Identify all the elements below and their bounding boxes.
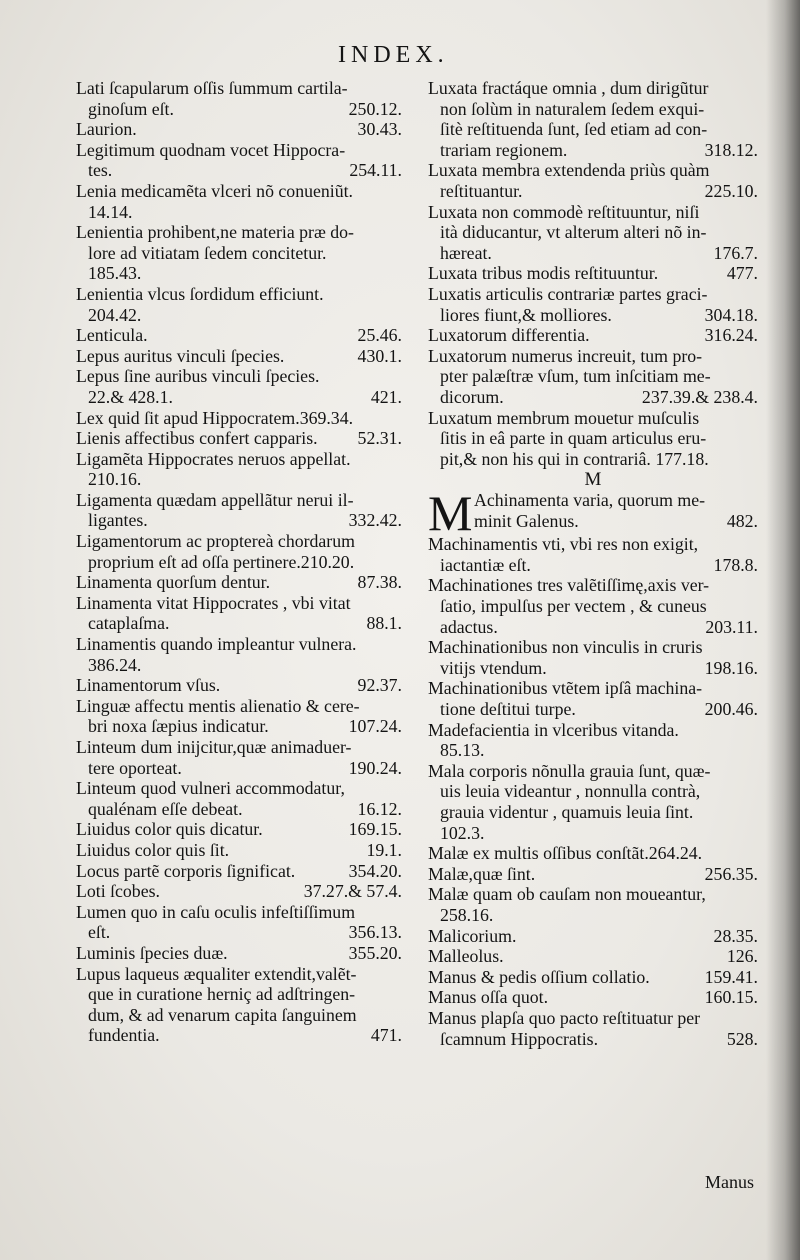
entry-line: Ligamẽta Hippocrates neruos appellat.	[76, 448, 351, 469]
index-entry	[76, 778, 402, 819]
entry-line: Lepus auritus vinculi ſpecies. 430.1.	[76, 345, 402, 366]
page-reference: 160.15.	[704, 987, 758, 1008]
index-entry	[428, 987, 758, 1008]
index-entry	[76, 902, 402, 943]
entry-line: pter palæſtræ vſum, tum inſcitiam me-	[440, 366, 711, 387]
page-reference: 87.38.	[357, 572, 402, 593]
entry-line: Locus partẽ corporis ſignificat. 354.20.	[76, 860, 402, 881]
entry-line: Luxata membra extendenda priùs quàm	[428, 160, 710, 181]
index-entry	[76, 366, 402, 407]
entry-line: iactantiæ eſt. 178.8.	[440, 554, 758, 575]
index-entry	[428, 263, 758, 284]
entry-line: Lex quid ſit apud Hippocratem.369.34.	[76, 407, 354, 428]
entry-line: 210.16.	[88, 469, 142, 490]
entry-line: 258.16.	[440, 904, 494, 925]
index-entry	[428, 967, 758, 988]
page-reference: 254.11.	[349, 160, 402, 181]
page-reference: 19.1.	[366, 839, 402, 860]
entry-line: bri noxa ſæpius indicatur. 107.24.	[88, 716, 402, 737]
entry-line: ſatio, impulſus per vectem , & cuneus	[440, 596, 707, 617]
index-entry	[428, 864, 758, 885]
index-entry	[76, 346, 402, 367]
entry-line: dicorum. 237.39.& 238.4.	[440, 386, 758, 407]
page-reference: 304.18.	[704, 304, 758, 325]
entry-line: Lenientia vlcus ſordidum efficiunt.	[76, 283, 324, 304]
index-entry	[76, 819, 402, 840]
entry-line: Legitimum quodnam vocet Hippocra-	[76, 139, 346, 160]
entry-line: Luxatum membrum mouetur muſculis	[428, 407, 700, 428]
page-reference: 250.12.	[348, 98, 402, 119]
entry-line: 386.24.	[88, 654, 142, 675]
page-reference: 176.7.	[713, 242, 758, 263]
index-entry	[76, 737, 402, 778]
entry-line: Manus & pedis oſſium collatio. 159.41.	[428, 966, 758, 987]
index-entry	[76, 222, 402, 284]
entry-line: liores fiunt,& molliores. 304.18.	[440, 304, 758, 325]
index-entry	[76, 881, 402, 902]
index-entry	[428, 78, 758, 160]
entry-line: vitijs vtendum. 198.16.	[440, 657, 758, 678]
index-entry	[76, 119, 402, 140]
page-header: INDEX.	[338, 42, 449, 68]
entry-line: Luxatorum differentia. 316.24.	[428, 325, 758, 346]
entry-line: eſt. 356.13.	[88, 922, 402, 943]
entry-line: Malleolus. 126.	[428, 946, 758, 967]
page-reference: 316.24.	[704, 325, 758, 346]
index-entry	[76, 531, 402, 572]
luxata-entries	[428, 78, 758, 469]
page-reference: 528.	[726, 1028, 758, 1049]
entry-line: 14.14.	[88, 201, 133, 222]
entry-line: Madefacientia in vlceribus vitanda.	[428, 719, 679, 740]
entry-line: ginoſum eſt. 250.12.	[88, 98, 402, 119]
m-entries	[428, 534, 758, 1049]
index-column-right	[428, 78, 758, 1049]
page-reference: 332.42.	[348, 510, 402, 531]
entry-line: Machinamentis vti, vbi res non exigit,	[428, 534, 699, 555]
entry-line: 102.3.	[440, 822, 485, 843]
entry-line: Manus plapſa quo pacto reſtituatur per	[428, 1007, 701, 1028]
page-reference: 421.	[370, 386, 402, 407]
entry-line: Lepus ſine auribus vinculi ſpecies.	[76, 366, 320, 387]
entry-line: Manus oſſa quot. 160.15.	[428, 987, 758, 1008]
entry-line: Malæ quam ob cauſam non moueantur,	[428, 884, 706, 905]
page-reference: 52.31.	[357, 428, 402, 449]
index-entry	[428, 843, 758, 864]
index-entry	[76, 943, 402, 964]
entry-line: Lienis affectibus confert capparis. 52.31.	[76, 428, 402, 449]
entry-line: grauia videntur , quamuis leuia ſint.	[440, 802, 694, 822]
index-entry	[76, 572, 402, 593]
page-reference: 169.15.	[348, 819, 402, 840]
entry-line: Luxatis articulis contrariæ partes graci-	[428, 283, 708, 304]
page-reference: 225.10.	[704, 180, 758, 201]
index-entry	[76, 861, 402, 882]
entry-line: Luxatorum numerus increuit, tum pro-	[428, 345, 703, 366]
index-entry	[76, 696, 402, 737]
entry-line: dum, & ad venarum capita ſanguinem	[88, 1004, 357, 1025]
entry-line: pit,& non his qui in contrariâ. 177.18.	[440, 448, 709, 469]
entry-line: Lenia medicamẽta vlceri nõ conueniũt.	[76, 180, 353, 201]
catchword: Manus	[705, 1172, 754, 1192]
page-reference: 28.35.	[713, 925, 758, 946]
index-entry	[428, 720, 758, 761]
entry-line: Mala corporis nõnulla grauia ſunt, quæ-	[428, 760, 711, 781]
entry-line: ſitis in eâ parte in quam articulus eru-	[440, 428, 707, 449]
index-entry	[76, 675, 402, 696]
entry-line: Lati ſcapularum oſſis ſummum cartila-	[76, 78, 348, 98]
index-entry	[428, 346, 758, 408]
index-column-left	[76, 78, 402, 1046]
entry-line: Linguæ affectu mentis alienatio & cere-	[76, 695, 360, 716]
entry-line: Linamentis quando impleantur vulnera.	[76, 634, 357, 655]
page-reference: 356.13.	[348, 922, 402, 943]
entry-line: Malæ ex multis oſſibus conſtãt.264.24.	[428, 843, 703, 864]
entry-line: Loti ſcobes. 37.27.& 57.4.	[76, 881, 402, 902]
page-reference: 318.12.	[704, 139, 758, 160]
index-entry	[428, 884, 758, 925]
page-reference: 200.46.	[704, 699, 758, 720]
index-entry	[428, 1008, 758, 1049]
index-entry	[76, 428, 402, 449]
entry-line: que in curatione herniç ad adſtringen-	[88, 984, 356, 1005]
page-reference: 237.39.& 238.4.	[641, 386, 758, 407]
index-entry	[428, 534, 758, 575]
page-reference: 471.	[370, 1025, 402, 1046]
entry-line: Laurion. 30.43.	[76, 119, 402, 140]
index-entry	[428, 284, 758, 325]
index-entry-first-m	[428, 485, 758, 542]
page-reference: 430.1.	[357, 345, 402, 366]
entry-line: tes. 254.11.	[88, 160, 402, 181]
index-entry	[76, 964, 402, 1046]
entry-line: non ſolùm in naturalem ſedem exqui-	[440, 98, 705, 119]
entry-line: Luminis ſpecies duæ. 355.20.	[76, 942, 402, 963]
entry-line: Malicorium. 28.35.	[428, 925, 758, 946]
entry-line: Machinationes tres valẽtiſſimę,axis ver-	[428, 575, 710, 596]
section-letter: M	[584, 469, 602, 491]
entry-line: Lenientia prohibent,ne materia præ do-	[76, 222, 354, 243]
entry-line: Liuidus color quis ſit. 19.1.	[76, 839, 402, 860]
index-entry	[76, 408, 402, 429]
entry-line: 185.43.	[88, 263, 142, 284]
page-gutter-shadow	[766, 0, 800, 1260]
entry-line: cataplaſma. 88.1.	[88, 613, 402, 634]
entry-line: proprium eſt ad oſſa pertinere.210.20.	[88, 551, 355, 572]
entry-line: Machinationibus vtẽtem ipſâ machina-	[428, 678, 703, 699]
entry-line: hæreat. 176.7.	[440, 242, 758, 263]
page-reference: 107.24.	[348, 716, 402, 737]
page-reference: 354.20.	[348, 860, 402, 881]
entry-line: Achinamenta varia, quorum me-	[474, 490, 706, 511]
entry-line: fundentia. 471.	[88, 1025, 402, 1046]
page-reference: 477.	[726, 263, 758, 284]
entry-line: Malæ,quæ ſint. 256.35.	[428, 863, 758, 884]
page-reference: 355.20.	[348, 942, 402, 963]
page-reference: 178.8.	[713, 554, 758, 575]
entry-line: Linteum quod vulneri accommodatur,	[76, 778, 345, 799]
page-reference: 159.41.	[704, 966, 758, 987]
page-reference: 482.	[726, 510, 758, 531]
index-entry	[428, 575, 758, 637]
entry-line: lore ad vitiatam ſedem concitetur.	[88, 242, 327, 263]
entry-line: Linteum dum inijcitur,quæ animaduer-	[76, 737, 352, 757]
index-entry	[76, 78, 402, 119]
entry-line: minit Galenus. 482.	[474, 510, 758, 531]
entry-line: Lenticula. 25.46.	[76, 325, 402, 346]
page-reference: 198.16.	[704, 657, 758, 678]
entry-line: Luxata non commodè reſtituuntur, niſi	[428, 201, 700, 222]
index-entry	[428, 678, 758, 719]
page-reference: 16.12.	[357, 798, 402, 819]
index-entry	[76, 490, 402, 531]
page-reference: 25.46.	[357, 325, 402, 346]
index-entry	[428, 637, 758, 678]
page-reference: 203.11.	[705, 616, 758, 637]
entry-line: uis leuia videantur , nonnulla contrà,	[440, 781, 701, 802]
page-reference: 37.27.& 57.4.	[303, 881, 402, 902]
page-reference: 30.43.	[357, 119, 402, 140]
entry-line: Lumen quo in caſu oculis infeſtiſſimum	[76, 901, 356, 922]
entry-line: reſtituantur. 225.10.	[440, 180, 758, 201]
page-reference: 190.24.	[348, 757, 402, 778]
index-entry	[428, 325, 758, 346]
entry-line: Ligamenta quædam appellãtur nerui il-	[76, 489, 354, 510]
index-entry	[76, 634, 402, 675]
entry-line: tione deſtitui turpe. 200.46.	[440, 699, 758, 720]
page-reference: 88.1.	[366, 613, 402, 634]
entry-line: 85.13.	[440, 740, 485, 761]
index-entry	[428, 202, 758, 264]
entry-line: tere oporteat. 190.24.	[88, 757, 402, 778]
entry-line: adactus. 203.11.	[440, 616, 758, 637]
index-entry	[428, 926, 758, 947]
entry-line: ligantes. 332.42.	[88, 510, 402, 531]
entry-line: Lupus laqueus æqualiter extendit,valẽt-	[76, 963, 357, 984]
index-entry	[428, 160, 758, 201]
entry-line: Linamenta vitat Hippocrates , vbi vitat	[76, 592, 351, 613]
entry-line: trariam regionem. 318.12.	[440, 139, 758, 160]
entry-line: qualénam eſſe debeat. 16.12.	[88, 798, 402, 819]
page-reference: 256.35.	[704, 863, 758, 884]
index-entry	[428, 761, 758, 843]
entry-line: Machinationibus non vinculis in cruris	[428, 637, 703, 658]
index-entry	[76, 449, 402, 490]
entry-line: Liuidus color quis dicatur. 169.15.	[76, 819, 402, 840]
entry-line: ità diducantur, vt alterum alteri nõ in-	[440, 222, 707, 243]
index-entry	[76, 840, 402, 861]
index-entry	[76, 181, 402, 222]
entry-line: Ligamentorum ac proptereà chordarum	[76, 531, 355, 552]
drop-cap-initial: M	[428, 485, 473, 542]
entry-line: Luxata tribus modis reſtituuntur. 477.	[428, 263, 758, 284]
index-entry	[76, 325, 402, 346]
index-entry	[428, 946, 758, 967]
index-entry	[76, 593, 402, 634]
page-reference: 126.	[726, 946, 758, 967]
entry-line: ſitè reſtituenda ſunt, ſed etiam ad con-	[440, 119, 708, 140]
page-reference: 92.37.	[357, 675, 402, 696]
index-entry	[428, 408, 758, 470]
entry-line: Luxata fractáque omnia , dum dirigũtur	[428, 78, 709, 98]
index-entry	[76, 140, 402, 181]
entry-line: ſcamnum Hippocratis. 528.	[440, 1028, 758, 1049]
entry-line: Linamentorum vſus. 92.37.	[76, 675, 402, 696]
entry-line: 22.& 428.1. 421.	[88, 386, 402, 407]
entry-line: Linamenta quorſum dentur. 87.38.	[76, 572, 402, 593]
entry-line: 204.42.	[88, 304, 142, 325]
index-entry	[76, 284, 402, 325]
